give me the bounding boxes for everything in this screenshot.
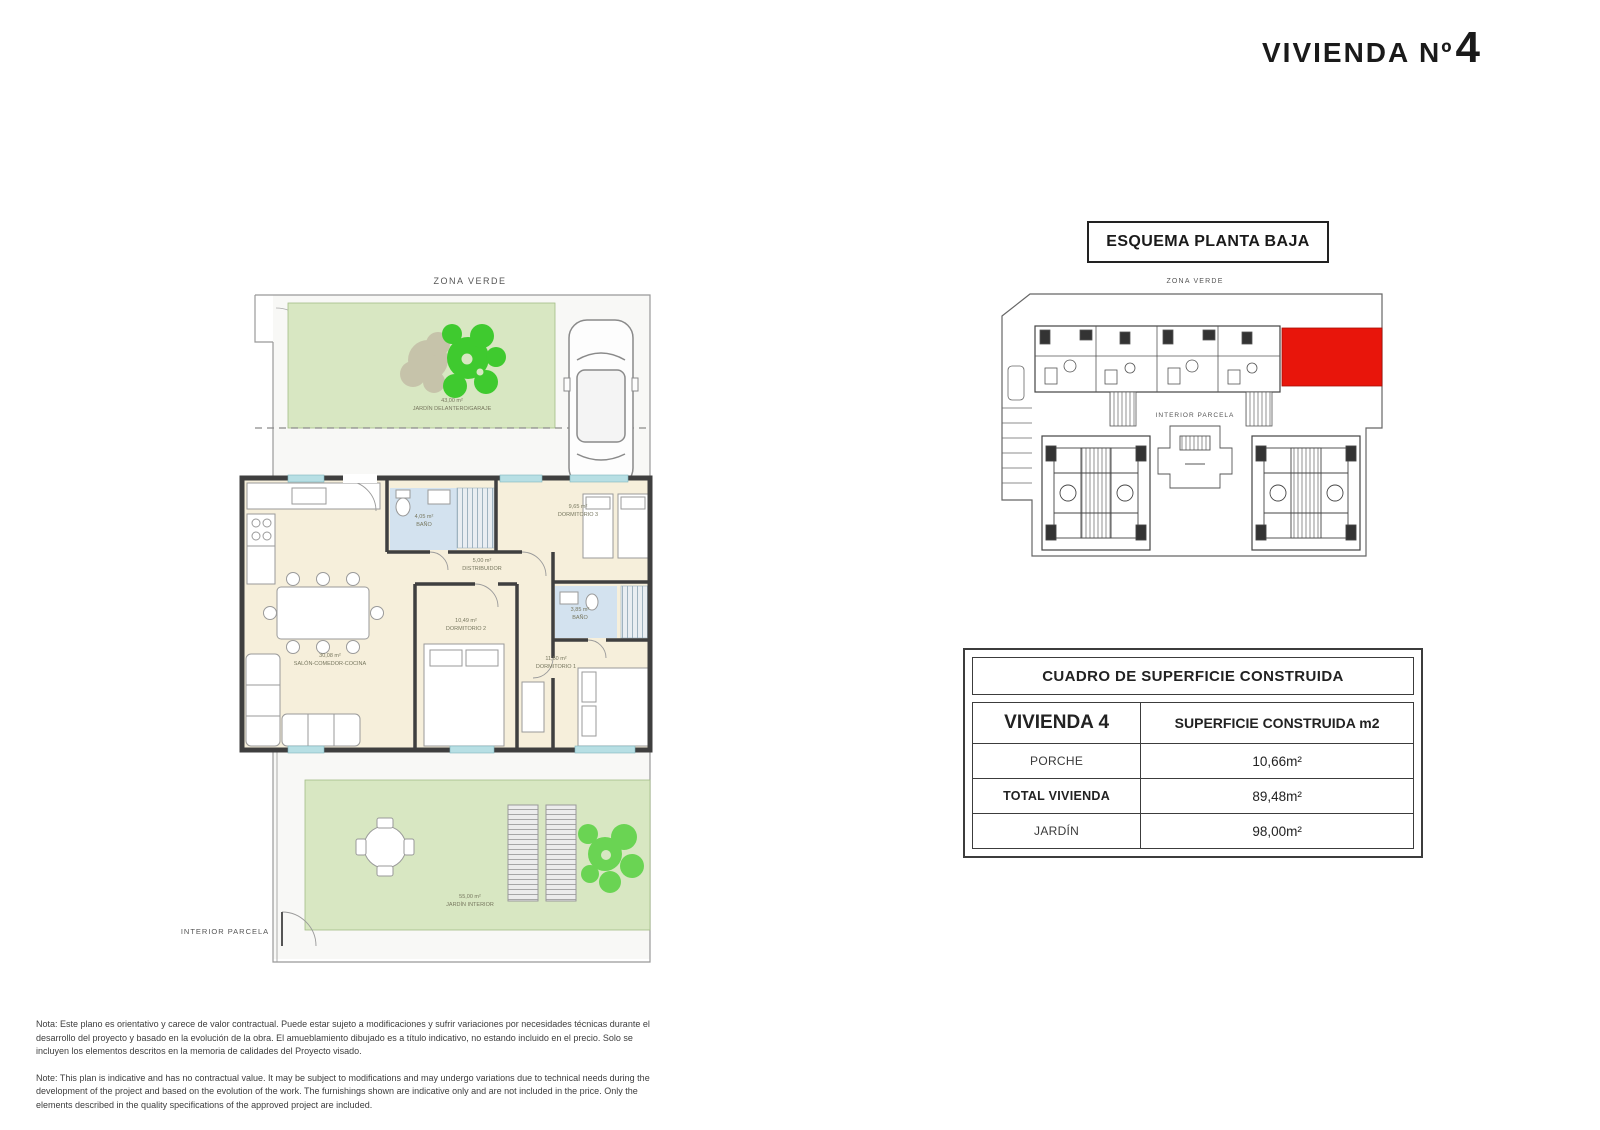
dining-table <box>277 587 369 639</box>
page-title-text: VIVIENDA Nº <box>1262 37 1454 68</box>
esquema-bottom-clusters <box>1042 436 1360 550</box>
front-garden-name: JARDÍN DELANTERO/GARAJE <box>412 406 492 412</box>
table-row <box>973 743 1413 778</box>
table-row <box>973 778 1413 813</box>
note-spanish: Nota: Este plano es orientativo y carece de valor contractual. Puede estar sujeto a modificaciones y sufrir variaciones por necesidades técnicas durante el desarrollo del proyecto y basado en la evolución de la obra. El amueblamiento dibujado es a título indicativo, no estando incluido en el precio. Solo se incluyen los elementos descritos en la memoria de calidades del Proyecto visado. <box>36 1019 650 1056</box>
surface-table-title: CUADRO DE SUPERFICIE CONSTRUIDA <box>972 657 1414 695</box>
page-title-number: 4 <box>1455 23 1480 72</box>
esquema-parking <box>1002 366 1032 483</box>
car-icon <box>564 320 638 486</box>
note-english: Note: This plan is indicative and has no contractual value. It may be subject to modifications and may undergo variations due to technical needs during the development of the project and based on the evolution of the work. The furnishings shown are indicative only and are not included in the price. Only the elements described in the quality specifications of the approved project are included. <box>36 1072 650 1110</box>
row-total-value: 89,48m² <box>1252 788 1302 804</box>
main-floorplan <box>30 262 690 972</box>
bano1-area: 4,05 m² <box>414 514 434 520</box>
row-jardin-label: JARDÍN <box>973 814 1141 848</box>
kitchen-sink <box>292 488 326 504</box>
bano2-name: BAÑO <box>572 615 588 621</box>
bano2-area: 3,85 m² <box>570 607 590 613</box>
table-header-left: VIVIENDA 4 <box>973 703 1141 743</box>
row-porche-value: 10,66m² <box>1252 753 1302 769</box>
surface-table <box>963 648 1423 858</box>
salon-area: 30,08 m² <box>319 653 341 659</box>
back-garden-area: 55,00 m² <box>459 894 481 900</box>
dorm3-area: 9,65 m² <box>568 504 588 510</box>
shower2 <box>621 586 648 638</box>
table-header-row <box>973 703 1413 743</box>
sofa-2 <box>282 714 360 746</box>
esquema-keyplan <box>980 268 1400 563</box>
dorm1-name: DORMITORIO 1 <box>535 664 577 670</box>
table-row <box>973 813 1413 848</box>
stove <box>247 514 275 546</box>
page-title <box>1262 23 1480 72</box>
interior-parcela-label: INTERIOR PARCELA <box>180 927 270 936</box>
front-garden-area: 43,00 m² <box>441 398 463 404</box>
shower1 <box>457 488 494 548</box>
distribuidor-name: DISTRIBUIDOR <box>462 566 502 572</box>
sofa <box>246 654 280 746</box>
bano1-name: BAÑO <box>416 522 432 528</box>
zona-verde-label: ZONA VERDE <box>433 276 507 286</box>
dorm1-area: 11,60 m² <box>545 656 567 662</box>
esquema-core <box>1158 426 1232 488</box>
esquema-heading-box <box>1087 221 1329 263</box>
dorm2-area: 10,49 m² <box>455 618 477 624</box>
esquema-heading: ESQUEMA PLANTA BAJA <box>1106 233 1310 250</box>
row-porche-label: PORCHE <box>973 744 1141 778</box>
surface-table-grid <box>972 702 1414 849</box>
salon-name: SALÓN-COMEDOR-COCINA <box>293 661 367 667</box>
dorm3-name: DORMITORIO 3 <box>557 512 599 518</box>
highlighted-unit-4 <box>1282 328 1382 386</box>
distribuidor-area: 5,00 m² <box>472 558 492 564</box>
kitchen-counter-2 <box>247 546 275 584</box>
esquema-zona-verde-label: ZONA VERDE <box>1166 278 1224 285</box>
row-jardin-value: 98,00m² <box>1252 823 1302 839</box>
dorm2-name: DORMITORIO 2 <box>445 626 487 632</box>
footnotes <box>36 1018 654 1125</box>
esquema-interior-parcela-label: INTERIOR PARCELA <box>1155 412 1235 419</box>
table-header-right: SUPERFICIE CONSTRUIDA m2 <box>1174 715 1380 731</box>
entrance-door-gap <box>343 474 377 483</box>
esquema-car-icon <box>1008 366 1024 400</box>
esquema-top-units <box>1035 326 1280 426</box>
row-total-label: TOTAL VIVIENDA <box>973 779 1141 813</box>
back-garden-name: JARDÍN INTERIOR <box>446 902 494 908</box>
